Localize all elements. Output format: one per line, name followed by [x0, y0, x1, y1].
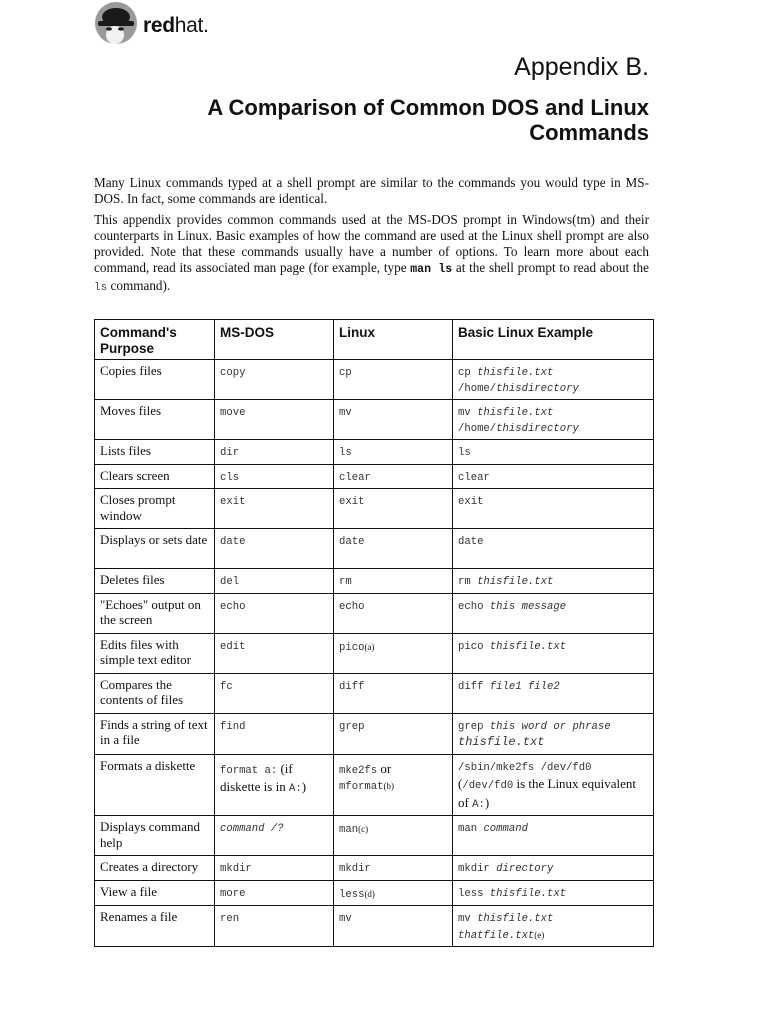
table-row	[95, 906, 654, 947]
cell-purpose: Compares the contents of files	[95, 673, 215, 713]
cell-purpose: Copies files	[95, 360, 215, 400]
cell-msdos: move	[215, 400, 334, 440]
dos-drive-code: A:	[288, 783, 302, 795]
example-target-argument: thatfile.txt	[458, 929, 535, 942]
table-row	[95, 529, 654, 569]
cell-msdos: find	[215, 713, 334, 754]
cell-msdos	[215, 754, 334, 816]
footnote-marker: (c)	[358, 824, 369, 834]
example-argument: thisfile.txt	[489, 640, 567, 653]
cell-example	[453, 569, 654, 594]
example-command: cp	[458, 367, 478, 379]
example-command: mv	[458, 913, 478, 925]
table-header-row	[95, 320, 654, 360]
example-path: /home/	[458, 422, 497, 435]
example-command: mkdir	[458, 863, 497, 875]
table-row	[95, 569, 654, 594]
intro-text-c: command).	[107, 278, 171, 293]
example-argument: directory	[496, 863, 554, 875]
example-path: /home/	[458, 382, 497, 395]
example-argument: command	[483, 823, 528, 835]
intro-text-a: This appendix provides common commands used at the MS-DOS prompt in Windows(tm) and their counterparts in Linux. Basic examples of how the command are used at the Linux shell prompt are also provided. Note that these commands usually have a number of options. To learn more about each command, read its associated man page (for example, type	[94, 212, 649, 275]
cell-msdos: copy	[215, 360, 334, 400]
table-row	[95, 633, 654, 673]
table-row	[95, 360, 654, 400]
cell-linux: date	[334, 529, 453, 569]
example-path-argument: thisdirectory	[496, 382, 579, 395]
logo-brand-bold: red	[143, 14, 175, 37]
cell-example	[453, 360, 654, 400]
cell-example: ls	[453, 440, 654, 465]
cell-linux: mv	[334, 400, 453, 440]
cell-purpose: Closes prompt window	[95, 489, 215, 529]
cell-example	[453, 856, 654, 881]
example-command: grep	[458, 720, 490, 733]
intro-command-ls: ls	[94, 282, 108, 294]
cell-linux: mkdir	[334, 856, 453, 881]
linux-command: mke2fs	[339, 764, 378, 777]
table-row	[95, 489, 654, 529]
cell-msdos: fc	[215, 673, 334, 713]
cell-purpose: Lists files	[95, 440, 215, 465]
cell-msdos: edit	[215, 633, 334, 673]
header-linux: Linux	[334, 320, 453, 360]
cell-example: clear	[453, 464, 654, 489]
example-drive-code: A:	[472, 798, 485, 811]
example-device-code: /dev/fd0	[462, 780, 514, 792]
table-row	[95, 754, 654, 816]
example-note-close: )	[484, 794, 490, 810]
cell-purpose: Displays or sets date	[95, 529, 215, 569]
example-argument: thisfile.txt	[477, 576, 554, 588]
cell-example	[453, 816, 654, 856]
cell-purpose: View a file	[95, 880, 215, 906]
cell-linux: mv	[334, 906, 453, 947]
cell-msdos: date	[215, 529, 334, 569]
header-msdos: MS-DOS	[215, 320, 334, 360]
example-command: diff	[458, 680, 490, 693]
footnote-marker: (a)	[364, 641, 375, 652]
page-title: A Comparison of Common DOS and Linux Commands	[207, 95, 649, 145]
example-command: pico	[458, 640, 490, 653]
cell-msdos: exit	[215, 489, 334, 529]
cell-purpose: "Echoes" output on the screen	[95, 593, 215, 633]
cell-msdos: dir	[215, 440, 334, 465]
cell-purpose: Finds a string of text in a file	[95, 713, 215, 754]
cell-msdos: echo	[215, 593, 334, 633]
cell-linux	[334, 880, 453, 906]
logo-wordmark	[143, 14, 209, 38]
header-purpose: Command's Purpose	[95, 320, 215, 360]
example-command: /sbin/mke2fs /dev/fd0	[458, 761, 592, 774]
cell-purpose: Creates a directory	[95, 856, 215, 881]
example-argument: file1 file2	[489, 680, 560, 693]
example-command: rm	[458, 576, 478, 588]
cell-example	[453, 673, 654, 713]
intro-text-b: at the shell prompt to read about the	[452, 260, 649, 275]
linux-command: man	[339, 824, 359, 836]
cell-example	[453, 593, 654, 633]
table-row	[95, 593, 654, 633]
cell-linux: grep	[334, 713, 453, 754]
cell-linux	[334, 633, 453, 673]
cell-linux	[334, 816, 453, 856]
appendix-label: Appendix B.	[514, 53, 649, 81]
example-note-text: is the Linux equivalent of	[458, 776, 636, 810]
linux-or-text: or	[377, 760, 392, 776]
redhat-logo	[93, 0, 209, 50]
table-row	[95, 816, 654, 856]
cell-example	[453, 633, 654, 673]
cell-example: date	[453, 529, 654, 569]
cell-linux: diff	[334, 673, 453, 713]
cell-msdos: del	[215, 569, 334, 594]
cell-purpose: Formats a diskette	[95, 754, 215, 816]
linux-command: pico	[339, 641, 365, 654]
example-argument: this word or phrase	[489, 720, 611, 733]
shadowman-icon	[93, 2, 139, 48]
footnote-marker: (e)	[534, 929, 545, 940]
cell-example	[453, 880, 654, 906]
example-argument: this message	[489, 600, 567, 613]
dos-command: format a:	[220, 764, 278, 777]
cell-purpose: Displays command help	[95, 816, 215, 856]
table-row	[95, 856, 654, 881]
cell-linux: cp	[334, 360, 453, 400]
cell-linux: ls	[334, 440, 453, 465]
linux-command: less	[339, 888, 365, 901]
dos-note-close: )	[301, 779, 307, 794]
cell-purpose: Edits files with simple text editor	[95, 633, 215, 673]
cell-linux: rm	[334, 569, 453, 594]
cell-purpose: Clears screen	[95, 464, 215, 489]
example-command: less	[458, 887, 490, 900]
cell-linux	[334, 754, 453, 816]
footnote-marker: (b)	[383, 781, 395, 791]
cell-msdos: mkdir	[215, 856, 334, 881]
cell-linux: clear	[334, 464, 453, 489]
example-command: man	[458, 823, 484, 835]
table-row	[95, 464, 654, 489]
cell-example	[453, 754, 654, 816]
dos-command: command /?	[220, 823, 284, 835]
header-example: Basic Linux Example	[453, 320, 654, 360]
example-command: echo	[458, 600, 490, 613]
example-file-argument: thisfile.txt	[458, 735, 545, 749]
cell-purpose: Moves files	[95, 400, 215, 440]
intro-paragraph-2	[94, 212, 649, 296]
example-command: mv	[458, 407, 478, 419]
cell-msdos: more	[215, 880, 334, 906]
cell-linux: exit	[334, 489, 453, 529]
cell-purpose: Renames a file	[95, 906, 215, 947]
example-note-open: (	[458, 776, 463, 791]
logo-brand-light: hat.	[174, 14, 209, 37]
table-row	[95, 400, 654, 440]
example-path-argument: thisdirectory	[496, 422, 579, 435]
cell-msdos: ren	[215, 906, 334, 947]
cell-msdos	[215, 816, 334, 856]
cell-example: exit	[453, 489, 654, 529]
example-argument: thisfile.txt	[489, 887, 567, 900]
cell-purpose: Deletes files	[95, 569, 215, 594]
table-row	[95, 673, 654, 713]
linux-command-alt: mformat	[339, 781, 384, 793]
footnote-marker: (d)	[364, 888, 375, 899]
cell-example	[453, 713, 654, 754]
cell-msdos: cls	[215, 464, 334, 489]
comparison-table	[94, 319, 654, 947]
cell-example	[453, 906, 654, 947]
cell-linux: echo	[334, 593, 453, 633]
intro-command-man-ls: man ls	[410, 263, 453, 276]
example-argument: thisfile.txt	[477, 407, 554, 419]
intro-paragraph-1: Many Linux commands typed at a shell prompt are similar to the commands you would type in MS-DOS. In fact, some commands are identical.	[94, 175, 649, 206]
table-row	[95, 880, 654, 906]
cell-example	[453, 400, 654, 440]
example-argument: thisfile.txt	[477, 913, 554, 925]
table-row	[95, 713, 654, 754]
table-row	[95, 440, 654, 465]
example-argument: thisfile.txt	[477, 367, 554, 379]
dos-note-text: (if diskette is in	[220, 760, 293, 794]
